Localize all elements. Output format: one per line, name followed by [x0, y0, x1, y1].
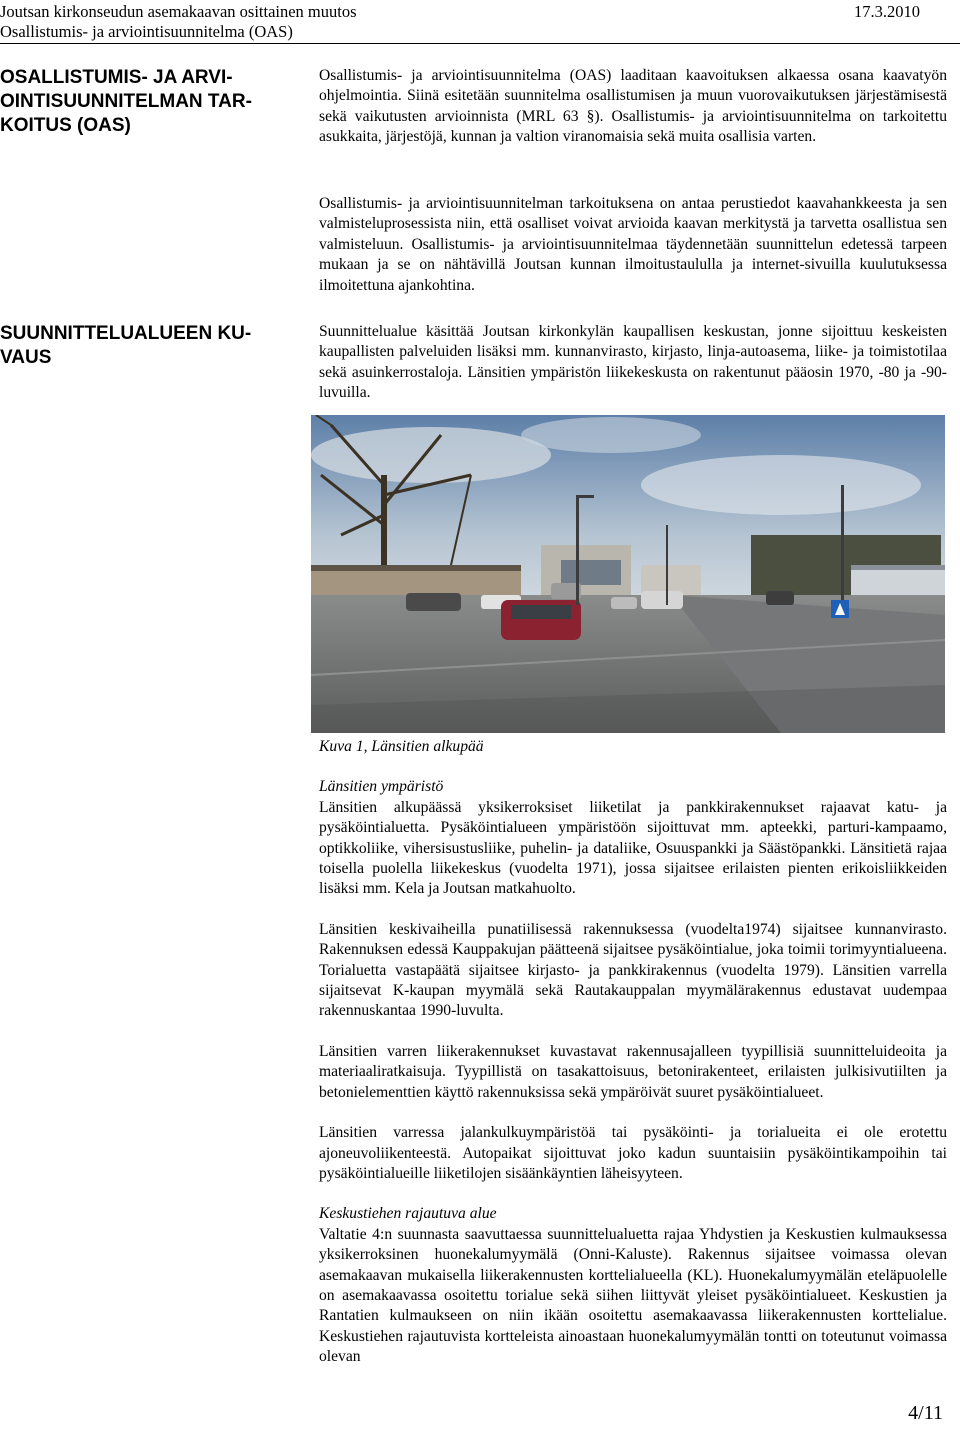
section-heading-oas: OSALLISTUMIS- JA ARVI- OINTISUUNNITELMAN TAR- KOITUS (OAS)	[0, 67, 252, 136]
photo-caption: Kuva 1, Länsitien alkupää	[319, 738, 484, 755]
lansitie-paragraph-3: Länsitien varren liikerakennukset kuvastavat rakennusajalleen tyypillisiä suunnitteluideoita ja materiaaliratkaisuja. Tyypillistä on tasakattoisuus, betonirakenteet, erilaisten julkisivutiilten ja betonielementtien käyttö rakennuksissa sekä ympäröivät suuret pysäköintialueet.	[319, 1042, 947, 1101]
area-intro-paragraph: Suunnittelualue käsittää Joutsan kirkonkylän kaupallisen keskustan, jonne sijoittuu keskeisten kaupallisten palveluiden lisäksi mm. kunnanvirasto, kirjasto, linja-autoasema, liike- ja toimistotilaa sekä asuinkerrostaloja. Länsitien ympäristön liikekeskusta on rakentunut pääosin 1970, -80 ja -90-luvuilla.	[319, 323, 947, 402]
keskustie-paragraph: Valtatie 4:n suunnasta saavuttaessa suunnittelualuetta rajaa Yhdystien ja Keskustien kulmauksessa yksikerroksinen huonekalumyymälä (Onni-Kaluste). Rakennus sijaitsee voimassa olevan asemakaavan mukaisella liikerakennusten korttelialueella (KL). Huonekalumyymälän eteläpuolelle on asemakaavassa osoitettu torialue sekä siihen liittyvät yleiset pysäköintialueet. Keskustien ja Rantatien kulmaukseen on niin ikään osoitettu asemakaavassa liikerakennusten korttelialue. Keskustiehen rajautuvista kortteleista ainoastaan huonekalumyymälän tontti on toteutunut voimassa olevan	[319, 1225, 947, 1366]
oas-paragraph-1: Osallistumis- ja arviointisuunnitelma (OAS) laaditaan kaavoituksen alkaessa osana kaavatyön ohjelmointia. Siinä esitetään suunnitelma osallistumisen ja muun vuorovaikutuksen järjestämisestä sekä vaikutusten arvioinnista (MRL 63 §). Osallistumis- ja arviointisuunnitelma on tarkoitettu asukkaita, järjestöjä, kunnan ja valtion viranomaisia sekä muita osallisia varten.	[319, 67, 947, 146]
header-rule	[0, 43, 960, 44]
page-number: 4/11	[908, 1402, 943, 1424]
area-details	[319, 737, 947, 1368]
lansitie-paragraph-4: Länsitien varressa jalankulkuympäristöä tai pysäköinti- ja torialueita ei ole erotettu ajoneuvoliikenteestä. Autopaikat sijoittuvat joko kadun suuntaisiin pysäköintikampoihin tai pysäköintialueille liiketilojen sisäänkäyntien läheisyyteen.	[319, 1124, 947, 1182]
document-date: 17.3.2010	[854, 2, 920, 21]
document-title: Joutsan kirkonseudun asemakaavan osittainen muutos	[0, 2, 357, 21]
section-heading-area: SUUNNITTELUALUEEN KU- VAUS	[0, 323, 252, 368]
oas-paragraph-2: Osallistumis- ja arviointisuunnitelman tarkoituksena on antaa perustiedot kaavahankkeesta ja sen valmisteluprosessista niin, että osalliset voivat arvioida kaavan merkitystä ja tarvetta osallistua sen valmisteluun. Osallistumis- ja arviointisuunnitelmaa täydennetään suunnittelun edetessä tarpeen mukaan ja se on nähtävillä Joutsan kunnan ilmoitustaululla ja internet-sivuilla kuulutuksessa ilmoitettuna ajankohtina.	[319, 195, 947, 294]
lansitie-paragraph-2: Länsitien keskivaiheilla punatiilisessä rakennuksessa (vuodelta1974) sijaitsee kunnanvirasto. Rakennuksen edessä Kauppakujan päätteenä sijaitsee pysäköintialue, joka toimii torimyyntialueena. Torialuetta vastapäätä sijaitsee kirjasto- ja pankkirakennus (vuodelta 1979). Länsitien varrella sijaitsevat K-kaupan myymälä sekä Rautakauppalan myymälärakennus edustavat uudempaa rakennuskantaa 1990-luvulta.	[319, 920, 947, 1020]
street-photo	[311, 415, 945, 733]
subheading-lansitie: Länsitien ympäristö	[319, 778, 444, 796]
subheading-keskustie: Keskustiehen rajautuva alue	[319, 1205, 497, 1223]
document-subtitle: Osallistumis- ja arviointisuunnitelma (OAS)	[0, 22, 293, 41]
street-photo-illustration	[311, 415, 945, 733]
lansitie-paragraph-1: Länsitien alkupäässä yksikerroksiset liiketilat ja pankkirakennukset rajaavat katu- ja pysäköintialuetta. Pysäköintialueen ympäristöön sijoittuvat mm. apteekki, parturi-kampaamo, optikkoliike, vihersisustusliike, puhelin- ja dataliike, Osuuspankki ja Säästöpankki. Länsitietä rajaa toisella puolella liikekeskus (vuodelta 1971), jossa sijaitsee erilaisten pienten erikoisliikkeiden lisäksi mm. Kela ja Joutsan matkahuolto.	[319, 798, 947, 898]
